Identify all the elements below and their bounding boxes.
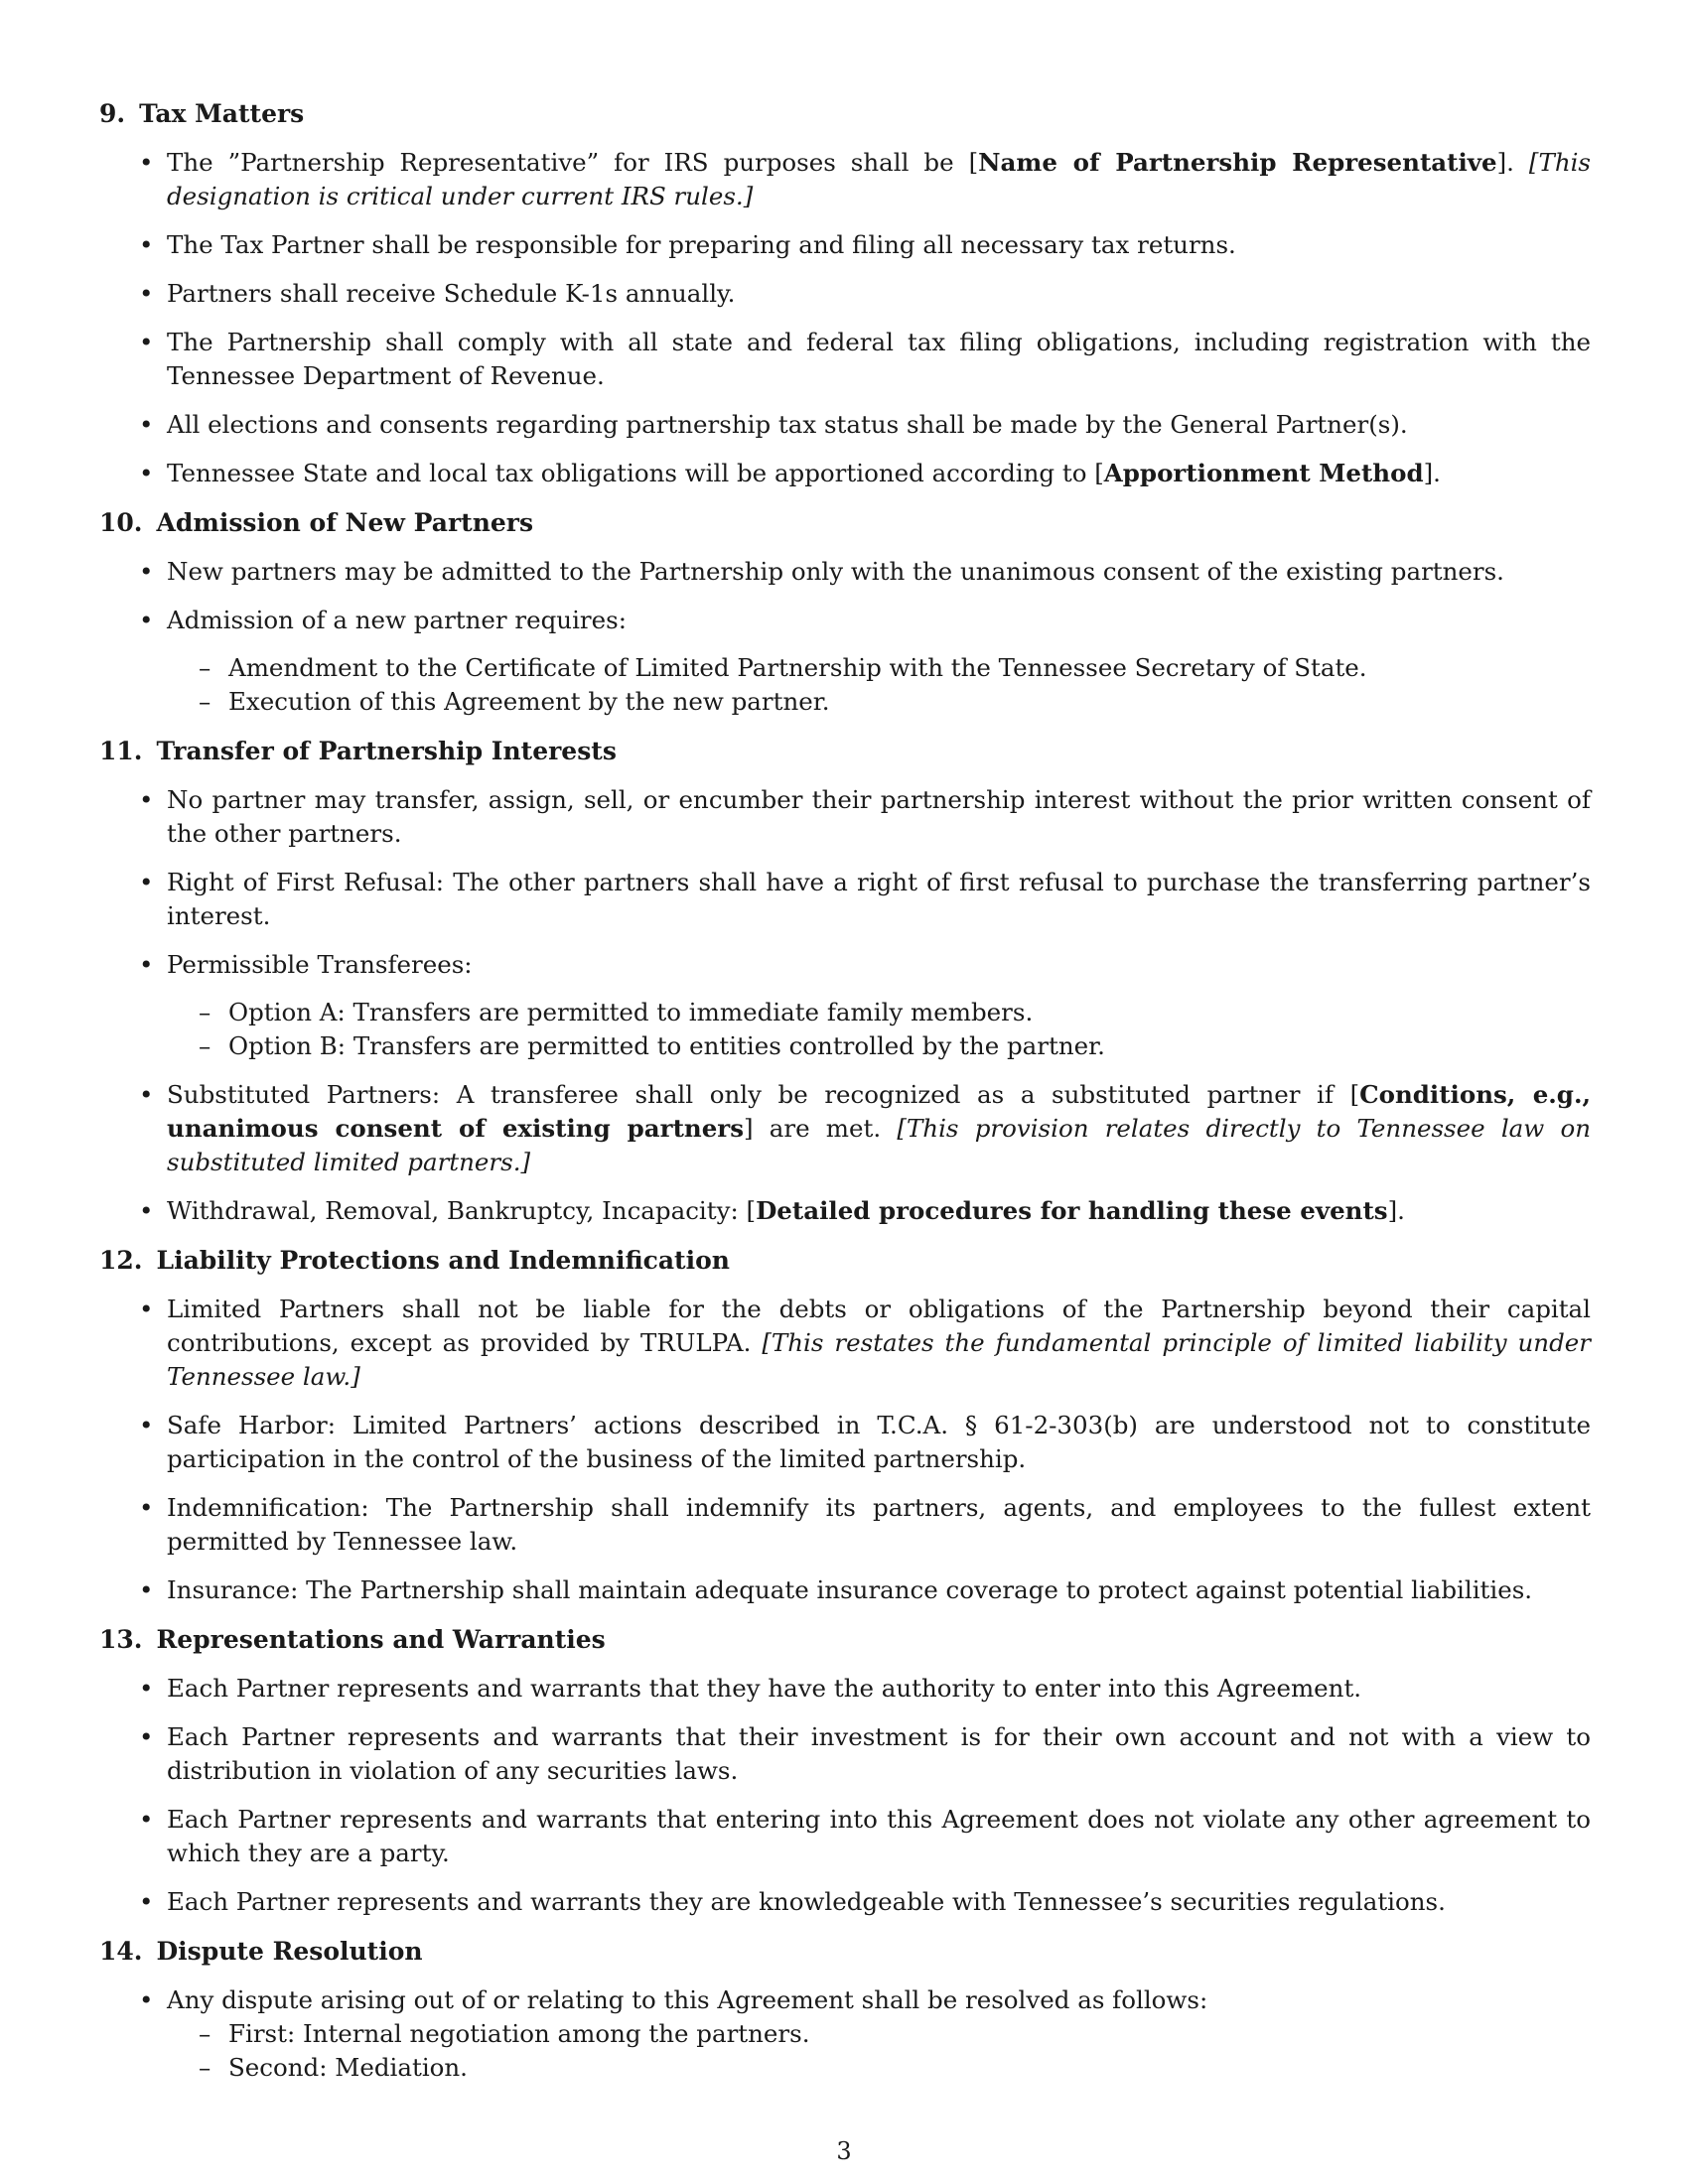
section-title: [99, 97, 1591, 131]
section: [99, 97, 1591, 490]
section-heading: Tax Matters: [139, 99, 305, 128]
item-text: Right of First Refusal: The other partners shall have a right of first refusal to purchase the transferring partner’s interest.: [167, 868, 1591, 930]
bullet-list: [99, 783, 1591, 1228]
list-item: [99, 326, 1591, 393]
section-heading: Representations and Warranties: [156, 1625, 606, 1654]
sub-list-item: – Amendment to the Certificate of Limited Partnership with the Tennessee Secretary of State.: [167, 651, 1591, 685]
item-text: Permissible Transferees:: [167, 950, 473, 979]
item-text: Each Partner represents and warrants that entering into this Agreement does not violate any other agreement to which they are a party.: [167, 1805, 1591, 1867]
sub-list: [167, 2017, 1591, 2085]
item-text: Each Partner represents and warrants they are knowledgeable with Tennessee’s securities regulations.: [167, 1887, 1446, 1916]
section-title: [99, 1244, 1591, 1278]
section-title: [99, 735, 1591, 768]
list-item: [99, 1078, 1591, 1179]
list-item: [99, 1803, 1591, 1870]
section-heading: Dispute Resolution: [156, 1937, 423, 1966]
bullet-list: [99, 1983, 1591, 2085]
item-text: Each Partner represents and warrants that they have the authority to enter into this Agreement.: [167, 1674, 1362, 1703]
item-text: The ”Partnership Representative” for IRS purposes shall be [: [167, 148, 979, 177]
item-text-after: ].: [1387, 1196, 1405, 1225]
item-note: [This provision relates directly to Tennessee law on substituted limited partners.]: [167, 1114, 1591, 1176]
section-number: 9.: [99, 99, 126, 128]
bullet-list: [99, 1293, 1591, 1607]
bullet-list: [99, 1672, 1591, 1919]
list-item: [99, 1983, 1591, 2085]
sub-list-item: – Option B: Transfers are permitted to entities controlled by the partner.: [167, 1029, 1591, 1063]
list-item: [99, 277, 1591, 311]
section: [99, 506, 1591, 719]
section-number: 13.: [99, 1625, 143, 1654]
list-item: [99, 866, 1591, 933]
sub-list: [167, 651, 1591, 719]
section-heading: Admission of New Partners: [156, 508, 534, 537]
sub-list-item: – Execution of this Agreement by the new partner.: [167, 685, 1591, 719]
list-item: [99, 457, 1591, 490]
list-item: [99, 1885, 1591, 1919]
page-number: 3: [836, 2137, 852, 2165]
list-item: [99, 146, 1591, 213]
item-text: Substituted Partners: A transferee shall only be recognized as a substituted partner if [: [167, 1080, 1360, 1109]
item-text: The Partnership shall comply with all state and federal tax filing obligations, including registration with the Tennessee Department of Revenue.: [167, 328, 1591, 390]
list-item: [99, 228, 1591, 262]
item-text: No partner may transfer, assign, sell, or encumber their partnership interest without the prior written consent of the other partners.: [167, 785, 1591, 848]
list-item: [99, 948, 1591, 1063]
section-number: 12.: [99, 1246, 143, 1275]
item-text-after: ] are met.: [744, 1114, 898, 1143]
document-page: [99, 97, 1591, 2101]
list-item: [99, 783, 1591, 851]
section: [99, 1623, 1591, 1919]
section-number: 10.: [99, 508, 143, 537]
list-item: [99, 1293, 1591, 1394]
item-text: The Tax Partner shall be responsible for preparing and filing all necessary tax returns.: [167, 230, 1236, 259]
item-note: [This designation is critical under current IRS rules.]: [167, 148, 1592, 210]
section-heading: Liability Protections and Indemnification: [156, 1246, 730, 1275]
sub-list-item: – Second: Mediation.: [167, 2051, 1591, 2085]
item-placeholder: Conditions, e.g., unanimous consent of existing partners: [167, 1080, 1591, 1143]
item-text: All elections and consents regarding partnership tax status shall be made by the General Partner(s).: [167, 410, 1408, 439]
item-text: Tennessee State and local tax obligations will be apportioned according to [: [167, 459, 1104, 487]
bullet-list: [99, 555, 1591, 719]
bullet-list: [99, 146, 1591, 490]
item-note: [This restates the fundamental principle of limited liability under Tennessee law.]: [167, 1328, 1591, 1391]
item-text: Partners shall receive Schedule K-1s annually.: [167, 279, 736, 308]
sub-list-item: – Option A: Transfers are permitted to immediate family members.: [167, 996, 1591, 1029]
item-text-after: ].: [1423, 459, 1441, 487]
list-item: [99, 1672, 1591, 1706]
sub-list-item: – First: Internal negotiation among the partners.: [167, 2017, 1591, 2051]
section-title: [99, 1623, 1591, 1657]
item-text: Indemnification: The Partnership shall indemnify its partners, agents, and employees to the fullest extent permitted by Tennessee law.: [167, 1493, 1591, 1556]
item-text: Limited Partners shall not be liable for the debts or obligations of the Partnership beyond their capital contributions, except as provided by TRULPA.: [167, 1295, 1591, 1357]
item-text: Insurance: The Partnership shall maintain adequate insurance coverage to protect against potential liabilities.: [167, 1575, 1533, 1604]
section-title: [99, 506, 1591, 540]
item-text: New partners may be admitted to the Partnership only with the unanimous consent of the existing partners.: [167, 557, 1504, 586]
list-item: [99, 1491, 1591, 1559]
section: [99, 1244, 1591, 1607]
section-number: 14.: [99, 1937, 143, 1966]
item-text: Each Partner represents and warrants that their investment is for their own account and not with a view to distribution in violation of any securities laws.: [167, 1722, 1591, 1785]
item-text: Admission of a new partner requires:: [167, 606, 627, 634]
list-item: [99, 1194, 1591, 1228]
list-item: [99, 555, 1591, 589]
item-text-after: ].: [1496, 148, 1529, 177]
section: [99, 735, 1591, 1228]
item-placeholder: Name of Partnership Representative: [978, 148, 1497, 177]
section-heading: Transfer of Partnership Interests: [156, 737, 617, 765]
item-text: Any dispute arising out of or relating to this Agreement shall be resolved as follows:: [167, 1985, 1208, 2014]
list-item: [99, 1720, 1591, 1788]
list-item: [99, 1409, 1591, 1476]
item-text: Safe Harbor: Limited Partners’ actions described in T.C.A. § 61-2-303(b) are understood not to constitute participation in the control of the business of the limited partnership.: [167, 1411, 1591, 1473]
list-item: [99, 1573, 1591, 1607]
list-item: [99, 408, 1591, 442]
section-number: 11.: [99, 737, 143, 765]
section-title: [99, 1935, 1591, 1969]
section: [99, 1935, 1591, 2085]
item-placeholder: Apportionment Method: [1103, 459, 1424, 487]
item-text: Withdrawal, Removal, Bankruptcy, Incapacity: [: [167, 1196, 757, 1225]
item-placeholder: Detailed procedures for handling these events: [756, 1196, 1388, 1225]
sub-list: [167, 996, 1591, 1063]
list-item: [99, 604, 1591, 719]
